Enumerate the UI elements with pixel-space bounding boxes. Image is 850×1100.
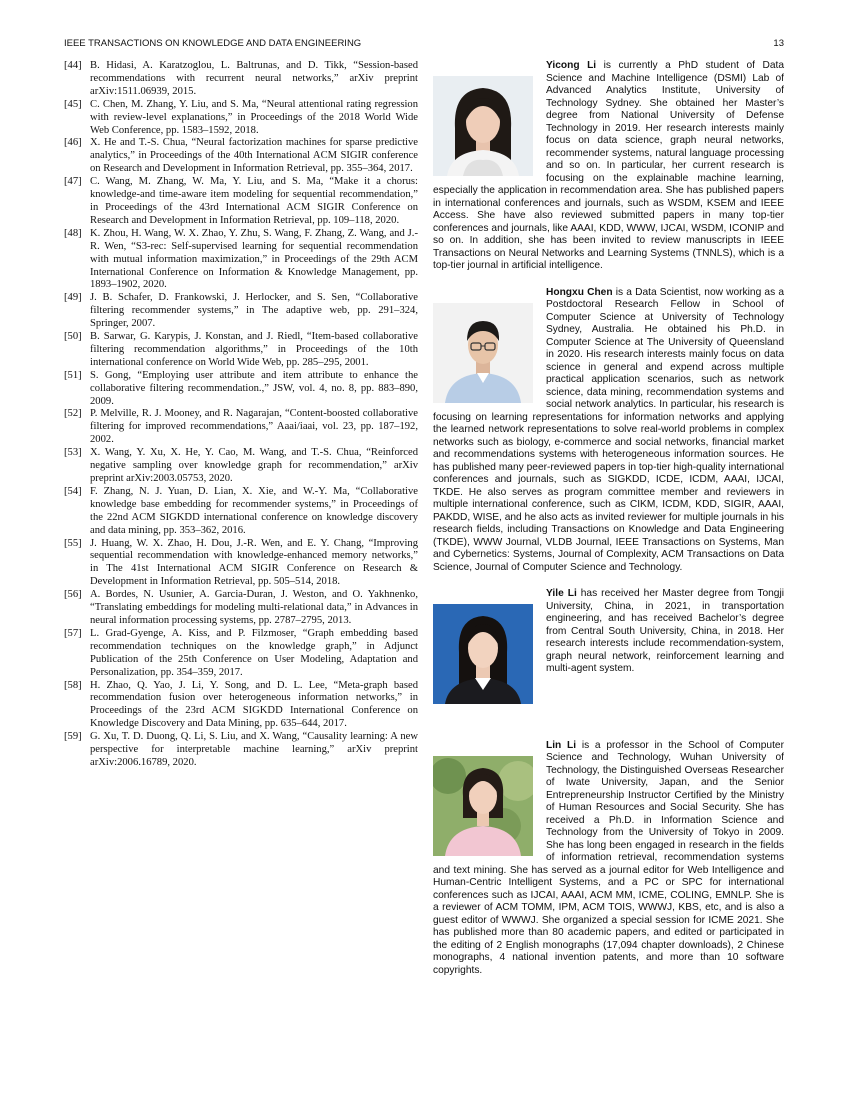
- reference-text: L. Grad-Gyenge, A. Kiss, and P. Filzmoser, “Graph embedding based recommendation techniques on the knowledge graph,” in Adjunct Publication of the 25th Conference on User Modeling, Adaptation and Personalization, pp. 354–359, 2017.: [90, 627, 418, 678]
- author-bio-text: is a Data Scientist, now working as a Postdoctoral Research Fellow in School of Computer Science at University of Technology Sydney, Australia. He obtained his Ph.D. in Computer Science at The University of Queensland in 2020. His research interests mainly focus on data science in general and expend across multiple practical application scenarios, such as network science, data mining, recommendation systems and social network analytics. In particular, his research is focusing on learning representations for information networks and applying the learned network representations to solve real-world problems in complex networks such as biology, e-commerce and social networks, financial market and recommendations systems with heterogeneous information sources. He has published many peer-reviewed papers in top-tier high-quality international conferences and journals, such as SIGKDD, ICDE, ICDM, AAAI, IJCAI, TKDE. He also serves as program committee member and reviewers in multiple international conference, such as CIKM, ICDM, KDD, SIGIR, AAAI, PAKDD, WISE, and he also acts as invited reviewer for multiple journals in his research fields, including Transactions on Knowledge and Data Engineering (TKDE), WWW Journal, VLDB Journal, IEEE Transactions on Systems, Man and Cybernetics: Systems, Journal of Complexity, ACM Transactions on Data Science, Journal of Computer Science and Technology.: [433, 286, 784, 573]
- author-biographies: [433, 60, 784, 991]
- author-name: Hongxu Chen: [546, 286, 613, 298]
- reference-item: [64, 628, 418, 680]
- reference-number: [55]: [64, 537, 82, 549]
- author-photo: [433, 303, 533, 403]
- reference-number: [52]: [64, 408, 82, 420]
- reference-item: [64, 176, 418, 228]
- author-photo: [433, 756, 533, 856]
- author-bio-text: is currently a PhD student of Data Science and Machine Intelligence (DSMI) Lab of Advanced Analytics Institute, University of Technology Sydney. She obtained her Master’s degree from National University of Defense Technology in 2019. Her research interests mainly focus on data science, graph neural networks, recommender systems, natural language processing and so on. In particular, her current research is focusing on the explainable machine learning, especially the application in recommendation area. She has published papers in international conferences and journals, such as WSDM, KSEM and IEEE Access. She have also reviewed submitted papers in many top-tier conferences and journals, like AAAI, KDD, WWW, IJCAI, WSDM, ICONIP and so on. In addition, she has been invited to review manuscripts in IEEE Transactions on Neural Networks and Learning Systems (TNNLS), which is a top-tier journal in artificial intelligence.: [433, 60, 784, 271]
- page-header: [64, 38, 784, 52]
- reference-text: B. Sarwar, G. Karypis, J. Konstan, and J. Riedl, “Item-based collaborative filtering recommendation algorithms,” in Proceedings of the 10th international conference on World Wide Web, pp. 285–295, 2001.: [90, 331, 418, 368]
- reference-item: [64, 60, 418, 99]
- author-photo: [433, 76, 533, 176]
- reference-text: P. Melville, R. J. Mooney, and R. Nagarajan, “Content-boosted collaborative filtering for improved recommendations,” Aaai/iaai, vol. 23, pp. 187–192, 2002.: [90, 408, 418, 446]
- author-name: Yicong Li: [546, 60, 597, 71]
- reference-item: [64, 331, 418, 370]
- author-bio-hongxu-chen: [433, 287, 784, 575]
- reference-text: X. He and T.-S. Chua, “Neural factorization machines for sparse predictive analytics,” in Proceedings of the 40th International ACM SIGIR conference on Research and Development in Information Retrieval, pp. 355–364, 2017.: [90, 137, 418, 175]
- reference-number: [56]: [64, 589, 82, 601]
- reference-item: [64, 680, 418, 732]
- reference-item: [64, 486, 418, 538]
- reference-number: [47]: [64, 176, 82, 188]
- reference-text: X. Wang, Y. Xu, X. He, Y. Cao, M. Wang, and T.-S. Chua, “Reinforced negative sampling over knowledge graph for recommendation,” arXiv preprint arXiv:2003.05753, 2020.: [90, 447, 418, 484]
- reference-item: [64, 447, 418, 486]
- author-bio-text: is a professor in the School of Computer Science and Technology, Wuhan University of Technology, the Distinguished Overseas Researcher of Iwate University, Japan, and the Senior Entrepreneurship Instructor Certified by the Ministry of Human Resources and Social Security. She has received a Ph.D. in Information Science and Technology from the University of Tokyo in 2009. She has long been engaged in research in the fields of information retrieval, recommendation systems and text mining. She has served as a journal editor for Web Intelligence and Human-Centric Intelligent Systems, and a PC or SPC for international conferences such as IJCAI, AAAI, ACM MM, ICME, COLING, EMNLP. She is a reviewer of ACM TOMM, IPM, ACM TOIS, WWWJ, KBS, etc, and is also a guest editor of WWWJ. She organized a special session for ICME 2021. She has published more than 80 academic papers, and edited or participated in the editing of 2 English monographs (17,094 chapter downloads), 2 Chinese monographs, 4 national invention patents, and more than 10 software copyrights.: [433, 739, 784, 976]
- journal-title: IEEE TRANSACTIONS ON KNOWLEDGE AND DATA ENGINEERING: [64, 38, 362, 49]
- reference-number: [49]: [64, 292, 82, 304]
- reference-item: [64, 589, 418, 628]
- reference-text: C. Wang, M. Zhang, W. Ma, Y. Liu, and S. Ma, “Make it a chorus: knowledge-and time-aware item modeling for sequential recommendation,” in Proceedings of the 43rd International ACM SIGIR Conference on Research and Development in Information Retrieval, pp. 109–118, 2020.: [90, 176, 418, 226]
- author-name: Lin Li: [546, 739, 577, 751]
- reference-item: [64, 370, 418, 409]
- reference-number: [45]: [64, 98, 82, 110]
- reference-text: H. Zhao, Q. Yao, J. Li, Y. Song, and D. L. Lee, “Meta-graph based recommendation fusion over heterogeneous information networks,” in Proceedings of the 23rd ACM SIGKDD International Conference on Knowledge Discovery and Data Mining, pp. 635–644, 2017.: [90, 679, 418, 730]
- reference-text: A. Bordes, N. Usunier, A. Garcia-Duran, J. Weston, and O. Yakhnenko, “Translating embeddings for modeling multi-relational data,” in Advances in neural information processing systems, pp. 2787–2795, 2013.: [90, 589, 418, 626]
- reference-item: [64, 99, 418, 138]
- author-photo: [433, 604, 533, 704]
- reference-item: [64, 731, 418, 770]
- reference-item: [64, 408, 418, 447]
- reference-item: [64, 538, 418, 590]
- reference-text: J. B. Schafer, D. Frankowski, J. Herlocker, and S. Sen, “Collaborative filtering recommender systems,” in The adaptive web, pp. 291–324, Springer, 2007.: [90, 292, 418, 330]
- reference-number: [53]: [64, 447, 82, 459]
- reference-item: [64, 228, 418, 293]
- reference-number: [54]: [64, 485, 82, 497]
- author-bio-yile-li: [433, 588, 784, 676]
- references-list: [64, 60, 418, 770]
- reference-number: [46]: [64, 137, 82, 149]
- reference-text: J. Huang, W. X. Zhao, H. Dou, J.-R. Wen, and E. Y. Chang, “Improving sequential recommendation with knowledge-enhanced memory networks,” in The 41st International ACM SIGIR Conference on Research & Development in Information Retrieval, pp. 505–514, 2018.: [90, 537, 418, 588]
- reference-number: [50]: [64, 331, 82, 343]
- reference-item: [64, 292, 418, 331]
- reference-number: [59]: [64, 731, 82, 743]
- reference-number: [48]: [64, 227, 82, 239]
- reference-text: G. Xu, T. D. Duong, Q. Li, S. Liu, and X. Wang, “Causality learning: A new perspective for interpretable machine learning,” arXiv preprint arXiv:2006.16789, 2020.: [90, 731, 418, 768]
- author-name: Yile Li: [546, 588, 577, 599]
- reference-text: B. Hidasi, A. Karatzoglou, L. Baltrunas, and D. Tikk, “Session-based recommendations with recurrent neural networks,” arXiv preprint arXiv:1511.06939, 2015.: [90, 60, 418, 97]
- reference-number: [44]: [64, 60, 82, 71]
- reference-number: [51]: [64, 369, 82, 381]
- reference-text: C. Chen, M. Zhang, Y. Liu, and S. Ma, “Neural attentional rating regression with review-level explanations,” in Proceedings of the 2018 World Wide Web Conference, pp. 1583–1592, 2018.: [90, 98, 418, 136]
- reference-text: S. Gong, “Employing user attribute and item attribute to enhance the collaborative filtering recommendation.,” JSW, vol. 4, no. 8, pp. 883–890, 2009.: [90, 369, 418, 407]
- author-bio-yicong-li: [433, 60, 784, 273]
- reference-number: [57]: [64, 627, 82, 639]
- reference-number: [58]: [64, 679, 82, 691]
- page-number: 13: [773, 38, 784, 49]
- reference-text: K. Zhou, H. Wang, W. X. Zhao, Y. Zhu, S. Wang, F. Zhang, Z. Wang, and J.-R. Wen, “S3-rec: Self-supervised learning for sequential recommendation with mutual information maximization,” in Proceedings of the 29th ACM International Conference on Information & Knowledge Management, pp. 1893–1902, 2020.: [90, 227, 418, 291]
- reference-item: [64, 137, 418, 176]
- author-bio-lin-li: [433, 690, 784, 978]
- reference-text: F. Zhang, N. J. Yuan, D. Lian, X. Xie, and W.-Y. Ma, “Collaborative knowledge base embedding for recommender systems,” in Proceedings of the 22nd ACM SIGKDD international conference on knowledge discovery and data mining, pp. 353–362, 2016.: [90, 485, 418, 536]
- author-bio-text: has received her Master degree from Tongji University, China, in 2021, in transportation engineering, and has received Bachelor’s degree from Central South University, China, in 2018. Her research interests include recommendation-system, graph neural network, reinforcement learning and multi-agent system.: [546, 588, 784, 674]
